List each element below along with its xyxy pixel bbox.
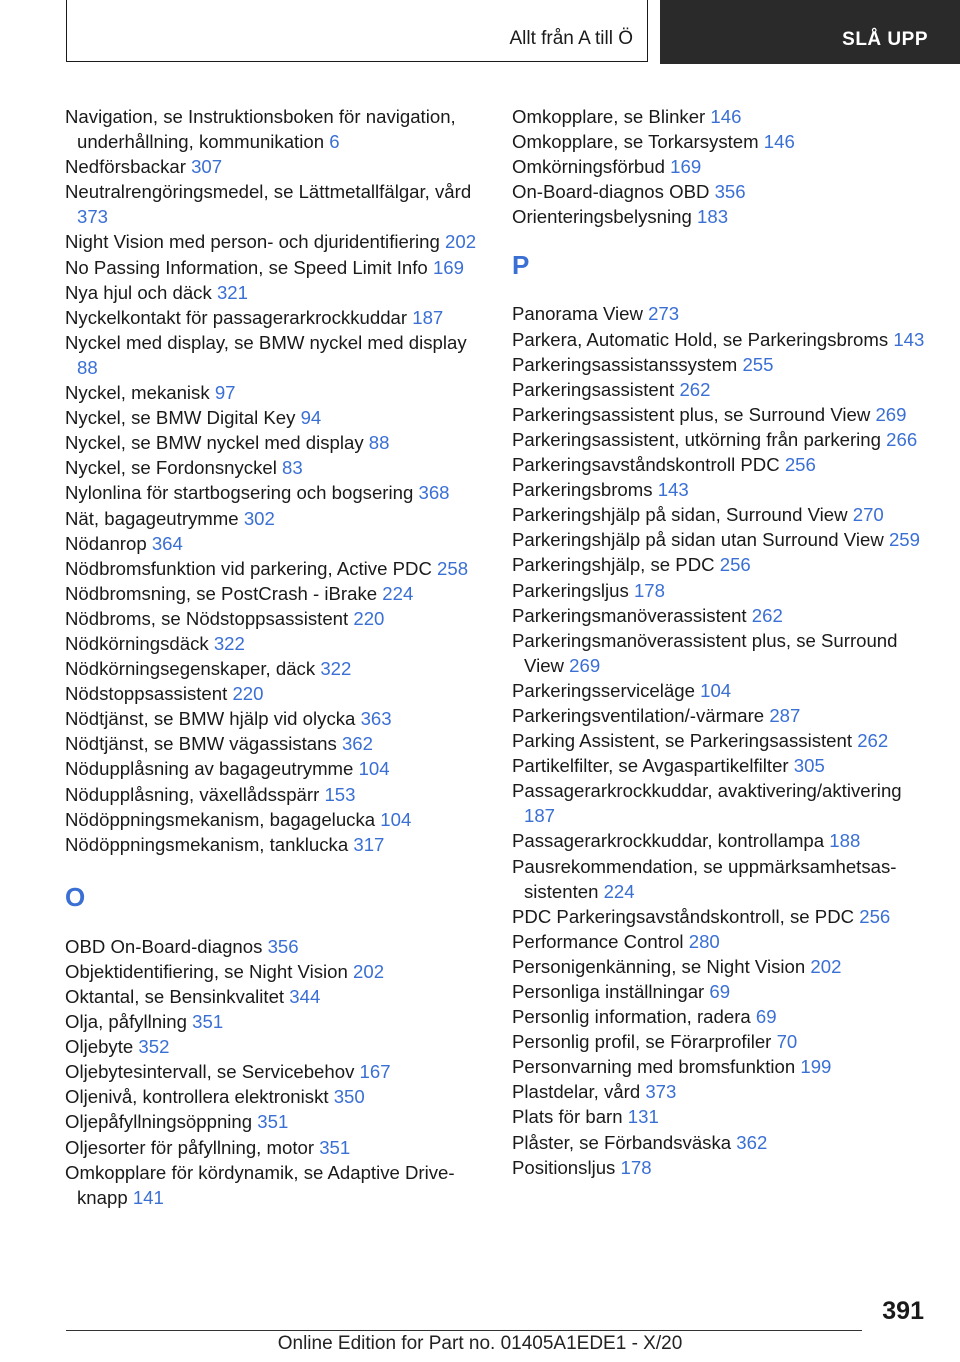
index-entry bbox=[512, 377, 932, 402]
index-entry-text: Nyckel med display, se BMW nyckel med display bbox=[65, 331, 467, 353]
index-entry-page-link[interactable]: 88 bbox=[77, 356, 98, 378]
index-entry-text: Parking Assistent, se Parkeringsassistent bbox=[512, 730, 853, 752]
index-entry-text: Personvarning med bromsfunktion bbox=[512, 1056, 796, 1078]
index-entry bbox=[65, 631, 490, 656]
index-entry-page-link[interactable]: 270 bbox=[852, 504, 884, 526]
index-entry-text: Passagerarkrockkuddar, kontrollampa bbox=[512, 830, 825, 852]
index-entry-text: Oljepåfyllningsöppning bbox=[65, 1111, 253, 1133]
index-entry-page-link[interactable]: 83 bbox=[282, 457, 303, 479]
index-entry bbox=[65, 1034, 490, 1059]
tab-a-to-z-label: Allt från A till Ö bbox=[509, 28, 633, 49]
index-entry-page-link[interactable]: 143 bbox=[893, 328, 925, 350]
index-entry bbox=[512, 527, 932, 552]
index-entry-page-link[interactable]: 255 bbox=[742, 353, 774, 375]
index-entry bbox=[65, 330, 490, 380]
index-entry bbox=[512, 778, 932, 828]
footer-edition-text: Online Edition for Part no. 01405A1EDE1 - X/20 bbox=[277, 1333, 683, 1354]
index-entry-text: Nödtjänst, se BMW vägassistans bbox=[65, 733, 337, 755]
page-number: 391 bbox=[882, 1297, 924, 1325]
index-entry-page-link[interactable]: 187 bbox=[412, 306, 444, 328]
index-entry-page-link[interactable]: 262 bbox=[857, 730, 889, 752]
index-entry-page-link[interactable]: 322 bbox=[213, 632, 245, 654]
index-entry-page-link[interactable]: 262 bbox=[751, 604, 783, 626]
index-entry bbox=[65, 556, 490, 581]
index-entry-page-link[interactable]: 269 bbox=[569, 654, 601, 676]
index-entry-page-link[interactable]: 351 bbox=[257, 1111, 289, 1133]
index-entry-page-link[interactable]: 351 bbox=[319, 1136, 351, 1158]
index-entry-page-link[interactable]: 269 bbox=[875, 403, 907, 425]
index-column-left bbox=[65, 104, 490, 1210]
index-entry-text: Nedförsbackar bbox=[65, 156, 186, 178]
index-entry-text: Parkeringsserviceläge bbox=[512, 679, 695, 701]
index-entry-text: Neutralrengöringsmedel, se Lättmetallfälgar, vård bbox=[65, 181, 472, 203]
index-entry-text: Omkopplare för kördynamik, se Adaptive Driveknapp bbox=[65, 1161, 455, 1208]
index-entry-page-link[interactable]: 266 bbox=[886, 428, 918, 450]
index-entry-page-link[interactable]: 352 bbox=[138, 1036, 170, 1058]
index-entry-text: PDC Parkeringsavståndskontroll, se PDC bbox=[512, 905, 855, 927]
index-entry bbox=[65, 506, 490, 531]
index-entry bbox=[512, 352, 932, 377]
index-entry bbox=[65, 681, 490, 706]
index-entry bbox=[65, 1059, 490, 1084]
index-entry-text: Oljesorter för påfyllning, motor bbox=[65, 1136, 315, 1158]
index-entry-page-link[interactable]: 146 bbox=[710, 106, 742, 127]
index-entry-page-link[interactable]: 364 bbox=[151, 532, 183, 554]
section-heading-p: P bbox=[512, 250, 530, 281]
index-entry-page-link[interactable]: 69 bbox=[709, 981, 731, 1002]
index-column-right bbox=[512, 104, 932, 1180]
index-entry-text: No Passing Information, se Speed Limit Info bbox=[65, 256, 428, 278]
index-entry bbox=[65, 807, 490, 832]
index-entry-text: Panorama View bbox=[512, 303, 643, 325]
index-entry-text: Olja, påfyllning bbox=[65, 1011, 187, 1033]
index-entry-page-link[interactable]: 280 bbox=[688, 930, 720, 952]
index-entry-page-link[interactable]: 94 bbox=[300, 407, 322, 429]
index-entry bbox=[65, 480, 490, 505]
index-entry-text: Nödöppningsmekanism, bagagelucka bbox=[65, 808, 376, 830]
index-entry-text: Parkeringsassistent bbox=[512, 378, 675, 400]
index-entry-text: Objektidentifiering, se Night Vision bbox=[65, 960, 348, 982]
index-entry bbox=[65, 1109, 490, 1134]
index-entry-page-link[interactable]: 344 bbox=[289, 986, 321, 1007]
index-entry bbox=[512, 929, 932, 954]
index-entry bbox=[65, 104, 490, 154]
index-entry-page-link[interactable]: 302 bbox=[243, 507, 275, 529]
index-entry-page-link[interactable]: 178 bbox=[620, 1156, 652, 1178]
index-entry bbox=[512, 753, 932, 778]
index-entry-text: Nyckel, se BMW Digital Key bbox=[65, 407, 296, 429]
index-entry-text: Omkopplare, se Torkarsystem bbox=[512, 131, 759, 153]
index-entry bbox=[65, 934, 490, 959]
index-entry-page-link[interactable]: 373 bbox=[645, 1081, 677, 1103]
index-entry-page-link[interactable]: 287 bbox=[769, 704, 801, 726]
index-entry-page-link[interactable]: 368 bbox=[418, 482, 450, 504]
index-entry bbox=[512, 1130, 932, 1155]
index-entry-text: Parkeringshjälp, se PDC bbox=[512, 554, 715, 576]
index-entry bbox=[65, 405, 490, 430]
index-entry bbox=[65, 1009, 490, 1034]
index-entry bbox=[512, 502, 932, 527]
index-entry-text: Performance Control bbox=[512, 930, 684, 952]
index-entry-page-link[interactable]: 153 bbox=[324, 783, 356, 805]
index-entry-page-link[interactable]: 141 bbox=[132, 1186, 164, 1208]
index-entry bbox=[512, 301, 932, 326]
index-entry-page-link[interactable]: 88 bbox=[368, 432, 390, 454]
index-entry-page-link[interactable]: 183 bbox=[697, 206, 729, 228]
index-entry-text: Oljebyte bbox=[65, 1036, 134, 1058]
index-entry-text: Nyckelkontakt för passagerarkrockkuddar bbox=[65, 306, 408, 328]
index-entry-text: Nödöppningsmekanism, tanklucka bbox=[65, 833, 349, 855]
index-entry bbox=[512, 1155, 932, 1180]
index-entry bbox=[512, 904, 932, 929]
index-entry-page-link[interactable]: 224 bbox=[603, 880, 635, 902]
entries-o-right bbox=[512, 104, 932, 229]
index-entry-text: Nödkörningsegenskaper, däck bbox=[65, 658, 316, 680]
index-entry-page-link[interactable]: 256 bbox=[719, 554, 751, 576]
index-entry bbox=[512, 129, 932, 154]
index-entry-page-link[interactable]: 305 bbox=[793, 755, 825, 777]
index-entry-text: Nödkörningsdäck bbox=[65, 632, 209, 654]
index-entry bbox=[512, 452, 932, 477]
tab-look-up[interactable] bbox=[660, 0, 960, 64]
index-entry bbox=[512, 477, 932, 502]
index-entry-page-link[interactable]: 356 bbox=[714, 181, 746, 203]
index-entry-page-link[interactable]: 104 bbox=[358, 758, 390, 780]
index-entry-page-link[interactable]: 262 bbox=[679, 378, 711, 400]
index-entry-page-link[interactable]: 187 bbox=[524, 805, 556, 827]
index-entry bbox=[65, 531, 490, 556]
index-entry-text: Nödupplåsning, växellådsspärr bbox=[65, 783, 320, 805]
index-entry bbox=[65, 706, 490, 731]
index-entry-text: Plastdelar, vård bbox=[512, 1081, 641, 1103]
index-entry-text: Partikelfilter, se Avgaspartikelfilter bbox=[512, 755, 789, 777]
index-entry bbox=[65, 606, 490, 631]
index-entry-text: Nödupplåsning av bagageutrymme bbox=[65, 758, 354, 780]
index-entry-text: Nylonlina för startbogsering och bogsering bbox=[65, 482, 414, 504]
index-entry-text: Pausrekommendation, se uppmärksamhetsassistenten bbox=[512, 855, 897, 902]
index-entry bbox=[65, 430, 490, 455]
index-entry bbox=[65, 229, 490, 254]
index-entry-text: Nödbromsning, se PostCrash - iBrake bbox=[65, 582, 378, 604]
entries-o-left bbox=[65, 934, 490, 1210]
top-navigation bbox=[66, 0, 960, 64]
index-entry-text: Positionsljus bbox=[512, 1156, 616, 1178]
index-entry-page-link[interactable]: 307 bbox=[191, 156, 223, 178]
index-entry-page-link[interactable]: 220 bbox=[232, 683, 264, 705]
index-entry-text: OBD On-Board-diagnos bbox=[65, 935, 263, 957]
index-entry-text: Parkeringshjälp på sidan utan Surround View bbox=[512, 529, 884, 551]
index-entry-text: Parkeringsassistent, utkörning från parkering bbox=[512, 428, 881, 450]
index-entry-text: Personliga inställningar bbox=[512, 981, 705, 1002]
index-entry-text: Nödstoppsassistent bbox=[65, 683, 228, 705]
index-entry-page-link[interactable]: 143 bbox=[657, 479, 689, 501]
index-entry bbox=[65, 756, 490, 781]
index-entry-page-link[interactable]: 317 bbox=[353, 833, 385, 855]
index-entry-text: Oljenivå, kontrollera elektroniskt bbox=[65, 1086, 329, 1108]
index-entry bbox=[65, 731, 490, 756]
index-entry bbox=[512, 154, 932, 179]
index-entry-page-link[interactable]: 104 bbox=[380, 808, 412, 830]
index-entry-page-link[interactable]: 373 bbox=[77, 206, 109, 228]
index-entry-page-link[interactable]: 167 bbox=[359, 1061, 391, 1083]
index-entry-text: Plåster, se Förbandsväska bbox=[512, 1131, 732, 1153]
index-entry-page-link[interactable]: 178 bbox=[633, 579, 665, 601]
index-entry-text: Parkeringsmanöverassistent bbox=[512, 604, 747, 626]
index-entry bbox=[512, 703, 932, 728]
index-entry-text: Personlig profil, se Förarprofiler bbox=[512, 1031, 772, 1053]
index-entry-page-link[interactable]: 104 bbox=[700, 679, 732, 701]
tab-a-to-z[interactable] bbox=[66, 0, 648, 62]
index-entry-page-link[interactable]: 202 bbox=[445, 231, 477, 253]
index-entry-page-link[interactable]: 169 bbox=[670, 156, 702, 178]
index-entry bbox=[512, 402, 932, 427]
index-entry-text: Passagerarkrockkuddar, avaktivering/aktivering bbox=[512, 780, 902, 802]
index-entry-text: Parkeringsassistanssystem bbox=[512, 353, 738, 375]
index-entry bbox=[512, 1104, 932, 1129]
entries-p bbox=[512, 301, 932, 1179]
index-entry-page-link[interactable]: 188 bbox=[829, 830, 861, 852]
index-entry-text: Personigenkänning, se Night Vision bbox=[512, 955, 806, 977]
index-entry bbox=[512, 552, 932, 577]
index-entry-text: Omkörningsförbud bbox=[512, 156, 665, 178]
index-entry bbox=[65, 455, 490, 480]
index-entry bbox=[512, 1004, 932, 1029]
index-entry bbox=[512, 728, 932, 753]
index-entry-page-link[interactable]: 259 bbox=[888, 529, 920, 551]
index-entry-page-link[interactable]: 363 bbox=[360, 708, 392, 730]
index-entry bbox=[512, 578, 932, 603]
index-entry bbox=[65, 1160, 490, 1210]
index-entry-text: Parkeringsavståndskontroll PDC bbox=[512, 454, 780, 476]
index-entry bbox=[512, 1079, 932, 1104]
index-entry bbox=[65, 782, 490, 807]
index-entry-text: Parkera, Automatic Hold, se Parkeringsbroms bbox=[512, 328, 889, 350]
index-entry bbox=[512, 954, 932, 979]
index-entry bbox=[512, 204, 932, 229]
index-entry-page-link[interactable]: 322 bbox=[320, 658, 352, 680]
index-entry-page-link[interactable]: 258 bbox=[437, 557, 469, 579]
index-entry bbox=[512, 828, 932, 853]
index-entry bbox=[65, 959, 490, 984]
index-entry-page-link[interactable]: 224 bbox=[382, 582, 414, 604]
index-entry-text: Plats för barn bbox=[512, 1106, 623, 1128]
index-entry-text: Nödbroms, se Nödstoppsassistent bbox=[65, 607, 349, 629]
index-entry-text: Nyckel, se Fordonsnyckel bbox=[65, 457, 277, 479]
index-entry bbox=[512, 1029, 932, 1054]
index-entry bbox=[512, 327, 932, 352]
index-entry-text: Nödbromsfunktion vid parkering, Active PDC bbox=[65, 557, 432, 579]
index-entry bbox=[65, 1084, 490, 1109]
index-entry-text: Orienteringsbelysning bbox=[512, 206, 692, 228]
index-entry-text: Night Vision med person- och djuridentifiering bbox=[65, 231, 440, 253]
index-entry-text: Nät, bagageutrymme bbox=[65, 507, 239, 529]
index-entry bbox=[65, 581, 490, 606]
index-entry-page-link[interactable]: 256 bbox=[859, 905, 891, 927]
index-entry-text: Nya hjul och däck bbox=[65, 281, 212, 303]
index-entry-text: Navigation, se Instruktionsboken för navigation, underhållning, kommunikation bbox=[65, 106, 456, 153]
index-entry bbox=[65, 984, 490, 1009]
index-entry bbox=[65, 179, 490, 229]
index-entry bbox=[512, 427, 932, 452]
index-entry bbox=[65, 1135, 490, 1160]
index-entry-page-link[interactable]: 362 bbox=[736, 1131, 768, 1153]
index-entry-page-link[interactable]: 362 bbox=[341, 733, 373, 755]
index-entry-text: Parkeringshjälp på sidan, Surround View bbox=[512, 504, 848, 526]
index-entry bbox=[65, 656, 490, 681]
index-entry bbox=[512, 979, 932, 1004]
index-entry-page-link[interactable]: 256 bbox=[784, 454, 816, 476]
index-entry-page-link[interactable]: 69 bbox=[755, 1006, 777, 1028]
index-entry-page-link[interactable]: 199 bbox=[800, 1056, 832, 1078]
index-entry-text: Omkopplare, se Blinker bbox=[512, 106, 706, 127]
index-entry-page-link[interactable]: 202 bbox=[810, 955, 842, 977]
index-entry-text: Parkeringsassistent plus, se Surround View bbox=[512, 403, 871, 425]
index-entry bbox=[512, 854, 932, 904]
index-entry-text: Parkeringsmanöverassistent plus, se Surround View bbox=[512, 629, 898, 676]
section-heading-o: O bbox=[65, 881, 86, 912]
index-entry-text: Oktantal, se Bensinkvalitet bbox=[65, 986, 285, 1007]
index-entry-text: Nyckel, mekanisk bbox=[65, 382, 210, 404]
index-entry-text: Parkeringsljus bbox=[512, 579, 629, 601]
index-entry bbox=[65, 255, 490, 280]
index-entry-page-link[interactable]: 70 bbox=[776, 1031, 798, 1053]
index-entry-text: Oljebytesintervall, se Servicebehov bbox=[65, 1061, 355, 1083]
index-entry-text: Nyckel, se BMW nyckel med display bbox=[65, 432, 364, 454]
index-entry-page-link[interactable]: 169 bbox=[432, 256, 464, 278]
index-entry bbox=[512, 104, 932, 129]
index-entry-text: Parkeringsbroms bbox=[512, 479, 653, 501]
index-entry-page-link[interactable]: 321 bbox=[216, 281, 248, 303]
index-entry-page-link[interactable]: 131 bbox=[627, 1106, 659, 1128]
index-entry-page-link[interactable]: 146 bbox=[763, 131, 795, 153]
index-entry bbox=[65, 305, 490, 330]
index-entry bbox=[65, 280, 490, 305]
index-entry-page-link[interactable]: 351 bbox=[192, 1011, 224, 1033]
index-entry bbox=[65, 832, 490, 857]
index-entry-text: On-Board-diagnos OBD bbox=[512, 181, 710, 203]
index-entry-page-link[interactable]: 220 bbox=[353, 607, 385, 629]
index-entry-text: Parkeringsventilation/-värmare bbox=[512, 704, 765, 726]
index-entry-text: Personlig information, radera bbox=[512, 1006, 751, 1028]
index-entry-text: Nödtjänst, se BMW hjälp vid olycka bbox=[65, 708, 356, 730]
index-entry bbox=[512, 179, 932, 204]
tab-look-up-label: SLÅ UPP bbox=[842, 29, 928, 50]
index-entry bbox=[512, 678, 932, 703]
index-entry bbox=[512, 628, 932, 678]
index-entry-text: Nödanrop bbox=[65, 532, 147, 554]
index-entry bbox=[65, 380, 490, 405]
index-entry-page-link[interactable]: 356 bbox=[267, 935, 299, 957]
index-entry-page-link[interactable]: 202 bbox=[353, 960, 385, 982]
index-entry-page-link[interactable]: 273 bbox=[648, 303, 680, 325]
index-entry-page-link[interactable]: 97 bbox=[214, 382, 236, 404]
entries-n bbox=[65, 104, 490, 857]
index-entry bbox=[65, 154, 490, 179]
index-entry-page-link[interactable]: 6 bbox=[329, 131, 340, 153]
index-entry bbox=[512, 1054, 932, 1079]
index-entry bbox=[512, 603, 932, 628]
footer-divider bbox=[66, 1330, 862, 1331]
index-entry-page-link[interactable]: 350 bbox=[333, 1086, 365, 1108]
